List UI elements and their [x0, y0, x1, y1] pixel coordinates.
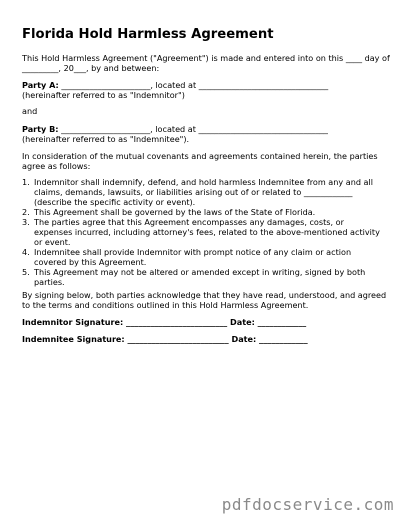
- clause-item: [22, 217, 380, 247]
- clause-text: Indemnitor shall indemnify, defend, and hold harmless Indemnitee from any and all: [34, 177, 374, 187]
- clause-number: 3.: [22, 217, 30, 227]
- watermark-text: pdfdocservice.com: [221, 495, 394, 514]
- intro-line: _________, 20___, by and between:: [22, 63, 160, 73]
- party-a-line: [22, 80, 328, 90]
- clause-item: [22, 177, 380, 207]
- party-b-block: [22, 124, 328, 144]
- consideration-line: agree as follows:: [22, 161, 91, 171]
- consideration-line: In consideration of the mutual covenants and agreements contained herein, the parties: [22, 151, 378, 161]
- clause-text: claims, demands, lawsuits, or liabilities arising out of or related to ____________: [34, 187, 353, 197]
- clause-list: [22, 177, 380, 287]
- intro-paragraph: [22, 53, 390, 73]
- party-a-role: (hereinafter referred to as "Indemnitor"): [22, 90, 185, 100]
- and-text-block: [22, 106, 37, 116]
- clause-text: (describe the specific activity or event).: [34, 197, 196, 207]
- clause-text: Indemnitee shall provide Indemnitor with prompt notice of any claim or action: [34, 247, 352, 257]
- clause-text: This Agreement shall be governed by the laws of the State of Florida.: [34, 207, 316, 217]
- clause-text: or event.: [34, 237, 71, 247]
- party-a-block: [22, 80, 328, 100]
- closing-paragraph: [22, 290, 386, 310]
- clause-text: parties.: [34, 277, 65, 287]
- clause-text: expenses incurred, including attorney's fees, related to the above-mentioned activity: [34, 227, 380, 237]
- clause-item: [22, 247, 380, 267]
- closing-line: By signing below, both parties acknowledge that they have read, understood, and agreed: [22, 290, 387, 300]
- party-b-label: Party B:: [22, 124, 59, 134]
- clause-number: 2.: [22, 207, 30, 217]
- clause-item: [22, 207, 380, 217]
- document-title: Florida Hold Harmless Agreement: [22, 27, 274, 42]
- intro-line: This Hold Harmless Agreement ("Agreement") is made and entered into on this ____ day of: [22, 53, 390, 63]
- clause-text: covered by this Agreement.: [34, 257, 147, 267]
- party-b-line: [22, 124, 328, 134]
- indemnitee-signature-line: Indemnitee Signature: _________________________ Date: ____________: [22, 334, 308, 344]
- clause-text: This Agreement may not be altered or amended except in writing, signed by both: [34, 267, 366, 277]
- clause-number: 5.: [22, 267, 30, 277]
- party-a-fields: ______________________, located at ________________________________: [58, 80, 329, 90]
- consideration-paragraph: [22, 151, 378, 171]
- party-a-label: Party A:: [22, 80, 59, 90]
- party-b-role: (hereinafter referred to as "Indemnitee").: [22, 134, 190, 144]
- clause-number: 1.: [22, 177, 30, 187]
- clause-number: 4.: [22, 247, 30, 257]
- clause-item: [22, 267, 380, 287]
- closing-line: to the terms and conditions outlined in this Hold Harmless Agreement.: [22, 300, 309, 310]
- clause-text: The parties agree that this Agreement encompasses any damages, costs, or: [34, 217, 344, 227]
- and-text: and: [22, 106, 38, 116]
- indemnitor-signature-line: Indemnitor Signature: _________________________ Date: ____________: [22, 317, 307, 327]
- party-b-fields: ______________________, located at ________________________________: [58, 124, 328, 134]
